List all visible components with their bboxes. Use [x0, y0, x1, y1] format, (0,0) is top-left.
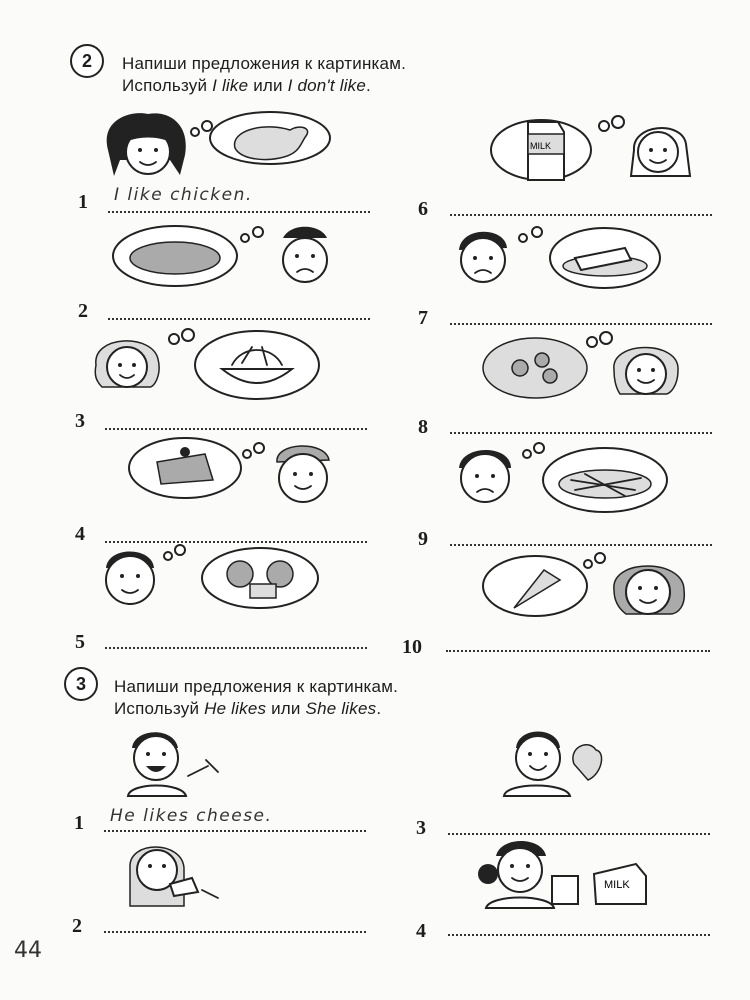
item-number: 10	[402, 636, 422, 658]
item-number: 8	[418, 416, 428, 438]
answer-line[interactable]	[448, 833, 710, 835]
item-number: 2	[78, 300, 88, 322]
picture-cake-boy	[125, 432, 345, 512]
page-number: 44	[14, 938, 42, 963]
answer-line[interactable]	[450, 432, 712, 434]
instruction-line-2: Используй He likes или She likes.	[114, 699, 382, 718]
item-number: 2	[72, 915, 82, 937]
answer-line[interactable]	[450, 214, 712, 216]
item-number: 5	[75, 631, 85, 653]
picture-boy-lettuce	[502, 724, 612, 796]
item-number: 9	[418, 528, 428, 550]
item-number: 4	[416, 920, 426, 942]
answer-text: I like chicken.	[114, 185, 253, 205]
item-number: 1	[74, 812, 84, 834]
answer-line[interactable]	[450, 544, 712, 546]
picture-girl-spaghetti	[92, 325, 332, 405]
answer-line[interactable]	[446, 650, 710, 652]
answer-line[interactable]	[108, 318, 370, 320]
picture-pizza-boy	[105, 218, 345, 293]
option-i-dont-like: I don't like	[287, 76, 367, 95]
milk-label: MILK	[604, 879, 630, 891]
option-i-like: I like	[212, 76, 249, 95]
picture-girl-chicken	[100, 110, 340, 185]
item-number: 6	[418, 198, 428, 220]
picture-girl-eating-cake	[122, 838, 232, 908]
answer-line[interactable]	[105, 428, 367, 430]
answer-line[interactable]	[105, 647, 367, 649]
item-number: 7	[418, 307, 428, 329]
instruction-line-1: Напиши предложения к картинкам.	[122, 54, 407, 73]
picture-icecream-girl	[480, 550, 710, 630]
milk-label: MILK	[530, 141, 552, 151]
answer-text: He likes cheese.	[110, 806, 273, 826]
instruction-line-2: Используй I like или I don't like.	[122, 76, 371, 95]
instruction-line-1: Напиши предложения к картинкам.	[114, 677, 399, 696]
picture-boy-chips	[455, 440, 685, 520]
exercise-2-instruction	[122, 53, 406, 97]
picture-boy-cookies	[100, 542, 340, 622]
item-number: 4	[75, 523, 85, 545]
picture-milk-girl	[486, 110, 716, 190]
answer-line[interactable]	[450, 323, 712, 325]
picture-boy-cheese	[455, 220, 685, 295]
exercise-3-instruction	[114, 676, 398, 720]
item-number: 3	[75, 410, 85, 432]
picture-girl-milk	[476, 836, 656, 908]
picture-boy-eating-cheese	[122, 726, 232, 796]
item-number: 1	[78, 191, 88, 213]
answer-line[interactable]	[448, 934, 710, 936]
answer-line[interactable]	[105, 541, 367, 543]
answer-line[interactable]	[108, 211, 370, 213]
item-number: 3	[416, 817, 426, 839]
exercise-number-badge: 3	[64, 667, 98, 701]
option-he-likes: He likes	[204, 699, 267, 718]
picture-salad-girl	[480, 330, 710, 410]
answer-line[interactable]	[104, 830, 366, 832]
exercise-number-badge: 2	[70, 44, 104, 78]
answer-line[interactable]	[104, 931, 366, 933]
option-she-likes: She likes	[305, 699, 377, 718]
